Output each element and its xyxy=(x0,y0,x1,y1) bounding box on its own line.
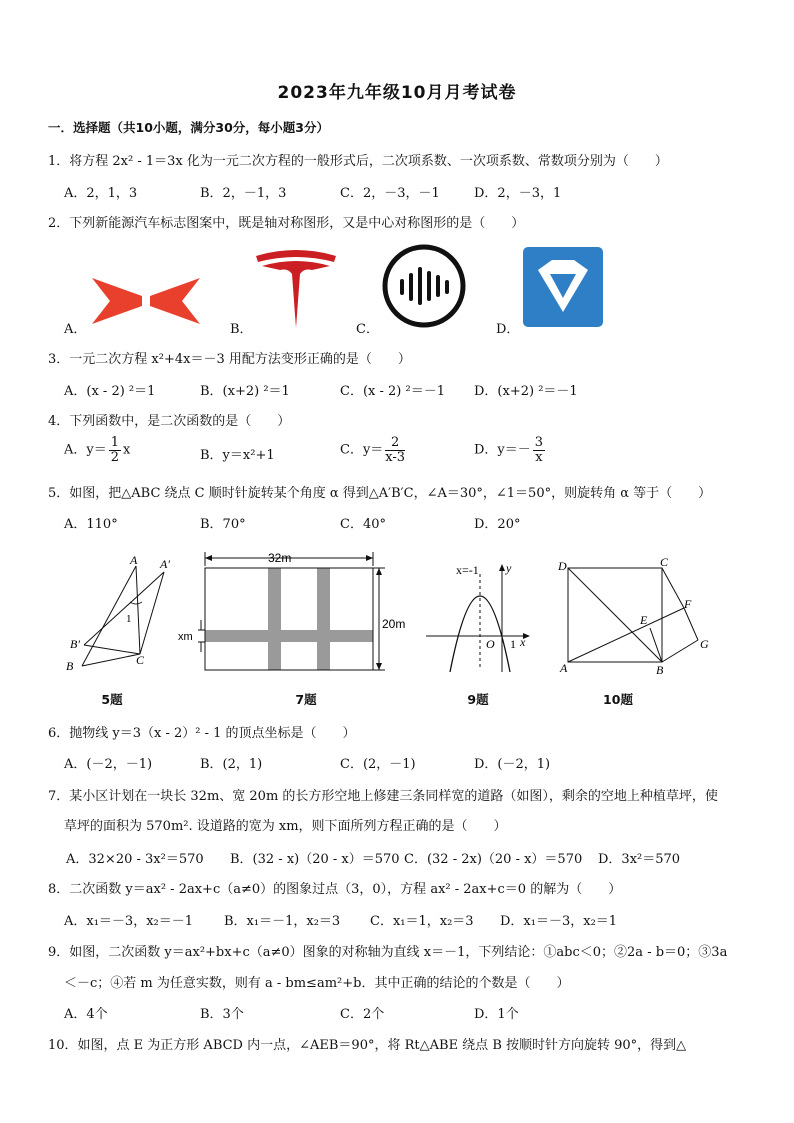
q9-option-b: B．3个 xyxy=(200,1007,244,1022)
q4-d-denominator: x xyxy=(535,449,543,465)
q8-option-b: B．x₁＝－1，x₂＝3 xyxy=(224,914,341,929)
q5-option-a: A．110° xyxy=(64,517,118,532)
fig5-label-b-prime: B′ xyxy=(70,637,80,651)
red-x-arrow-logo-icon xyxy=(88,272,204,330)
q1-option-d: D．2，－3，1 xyxy=(474,186,562,201)
q5-option-c: C．40° xyxy=(340,517,386,532)
fig5-label-c: C xyxy=(136,653,145,667)
q9-option-a: A．4个 xyxy=(64,1007,108,1022)
q4-c-fraction xyxy=(385,436,405,464)
q4-option-c xyxy=(340,436,407,464)
q4-a-numerator: 1 xyxy=(110,435,120,450)
question-8: 8．二次函数 y＝ax² - 2ax+c（a≠0）的图象过点（3，0），方程 ax² - 2ax+c＝0 的解为（ ） xyxy=(48,882,622,897)
q9-option-d: D．1个 xyxy=(474,1007,519,1022)
fig9-y-label: y xyxy=(506,561,512,575)
q2-option-c: C． xyxy=(356,322,379,337)
blue-triangle-logo-icon xyxy=(522,246,604,328)
fig10-label-f: F xyxy=(684,597,692,611)
q7-option-c: C．(32 - 2x)（20 - x）＝570 xyxy=(404,852,583,867)
fig9-x-label: x xyxy=(520,635,526,649)
figure-5-caption: 5题 xyxy=(101,692,123,707)
fig10-label-e: E xyxy=(640,613,648,627)
fig7-length-label: 32m xyxy=(268,551,292,565)
q8-option-c: C．x₁＝1，x₂＝3 xyxy=(370,914,474,929)
q4-a-fraction xyxy=(109,436,121,464)
q8-option-a: A．x₁＝－3，x₂＝－1 xyxy=(64,914,194,929)
question-9-line-1: 9．如图，二次函数 y＝ax²+bx+c（a≠0）图象的对称轴为直线 x＝－1，下列结论：①abc＜0；②2a - b＝0；③3a xyxy=(48,945,728,960)
q2-option-a: A． xyxy=(64,322,87,337)
q6-option-d: D．(－2，1) xyxy=(474,757,551,772)
q4-a-denominator: 2 xyxy=(110,449,120,465)
q4-a-suffix: x xyxy=(123,442,131,458)
q1-option-c: C．2，－3，－1 xyxy=(340,186,440,201)
q4-a-prefix: A．y＝ xyxy=(64,442,107,458)
q6-option-b: B．(2，1) xyxy=(200,757,263,772)
q4-option-d xyxy=(474,436,547,464)
tesla-t-logo-icon xyxy=(254,248,338,330)
question-2: 2．下列新能源汽车标志图案中，既是轴对称图形，又是中心对称图形的是（ ） xyxy=(48,216,525,231)
figure-5-triangles xyxy=(60,552,190,678)
fig10-label-b: B xyxy=(656,663,664,676)
q7-option-a: A．32×20 - 3x²＝570 xyxy=(66,852,204,867)
q3-option-a: A．(x - 2) ²＝1 xyxy=(64,384,156,399)
q4-c-denominator: x-3 xyxy=(385,449,406,465)
q7-option-d: D．3x²＝570 xyxy=(598,852,681,867)
q8-option-d: D．x₁＝－3，x₂＝1 xyxy=(500,914,618,929)
q5-option-b: B．70° xyxy=(200,517,246,532)
fig9-axis-label: x=-1 xyxy=(456,563,479,577)
question-1: 1．将方程 2x² - 1＝3x 化为一元二次方程的一般形式后，二次项系数、一次项系数、常数项分别为（ ） xyxy=(48,154,668,169)
q4-d-numerator: 3 xyxy=(534,435,544,450)
q3-option-b: B．(x+2) ²＝1 xyxy=(200,384,290,399)
question-10: 10．如图，点 E 为正方形 ABCD 内一点，∠AEB＝90°，将 Rt△ABE 绕点 B 按顺时针方向旋转 90°，得到△ xyxy=(48,1038,687,1053)
fig7-road-width-label: xm xyxy=(178,631,193,643)
fig5-label-a: A xyxy=(130,553,138,567)
q3-option-c: C．(x - 2) ²＝－1 xyxy=(340,384,445,399)
q4-c-prefix: C．y＝ xyxy=(340,442,384,458)
question-4: 4．下列函数中，是二次函数的是（ ） xyxy=(48,414,291,429)
q4-option-b: B．y＝x²+1 xyxy=(200,448,275,463)
q2-option-b: B． xyxy=(230,322,253,337)
question-5: 5．如图，把△ABC 绕点 C 顺时针旋转某个角度 α 得到△A′B′C，∠A＝30°，∠1＝50°，则旋转角 α 等于（ ） xyxy=(48,486,712,501)
question-9-line-2: ＜－c；④若 m 为任意实数，则有 a - bm≤am²+b．其中正确的结论的个数是（ ） xyxy=(64,976,570,991)
section-heading: 一．选择题（共10小题，满分30分，每小题3分） xyxy=(48,120,329,135)
fig10-label-a: A xyxy=(560,661,568,675)
fig5-label-a-prime: A′ xyxy=(160,557,170,571)
circle-bars-logo-icon xyxy=(381,243,467,329)
q4-option-a xyxy=(64,436,130,464)
question-7-line-2: 草坪的面积为 570m². 设道路的宽为 xm，则下面所列方程正确的是（ ） xyxy=(64,819,507,834)
exam-title: 2023年九年级10月月考试卷 xyxy=(277,83,517,103)
q3-option-d: D．(x+2) ²＝－1 xyxy=(474,384,578,399)
figure-9-parabola xyxy=(424,560,534,678)
figure-10-caption: 10题 xyxy=(603,692,633,707)
q7-option-b: B．(32 - x)（20 - x）＝570 xyxy=(230,852,400,867)
question-6: 6．抛物线 y＝3（x - 2）² - 1 的顶点坐标是（ ） xyxy=(48,726,356,741)
figure-7-field-roads xyxy=(176,548,410,676)
figure-7-caption: 7题 xyxy=(295,692,317,707)
fig10-label-c: C xyxy=(660,556,669,569)
q4-d-fraction xyxy=(533,436,545,464)
q1-option-b: B．2，－1，3 xyxy=(200,186,287,201)
q9-option-c: C．2个 xyxy=(340,1007,385,1022)
question-3: 3．一元二次方程 x²+4x＝－3 用配方法变形正确的是（ ） xyxy=(48,352,411,367)
q6-option-a: A．(－2，－1) xyxy=(64,757,153,772)
fig10-label-d: D xyxy=(558,559,567,573)
q1-option-a: A．2，1，3 xyxy=(64,186,138,201)
q5-option-d: D．20° xyxy=(474,517,521,532)
question-7-line-1: 7．某小区计划在一块长 32m、宽 20m 的长方形空地上修建三条同样宽的道路（如图），剩余的空地上种植草坪，使 xyxy=(48,789,718,804)
fig7-width-label: 20m xyxy=(382,617,406,631)
q4-d-prefix: D．y＝－ xyxy=(474,442,531,458)
q6-option-c: C．(2，－1) xyxy=(340,757,416,772)
fig10-label-g: G xyxy=(700,637,709,651)
q4-c-numerator: 2 xyxy=(385,436,405,451)
figure-10-square xyxy=(554,556,714,676)
figure-9-caption: 9题 xyxy=(467,692,489,707)
fig9-origin-label: O xyxy=(486,637,495,651)
fig9-one-label: 1 xyxy=(510,637,516,651)
fig5-label-b: B xyxy=(66,659,74,673)
fig5-label-angle-1: 1 xyxy=(126,613,132,625)
q2-option-d: D． xyxy=(496,322,520,337)
